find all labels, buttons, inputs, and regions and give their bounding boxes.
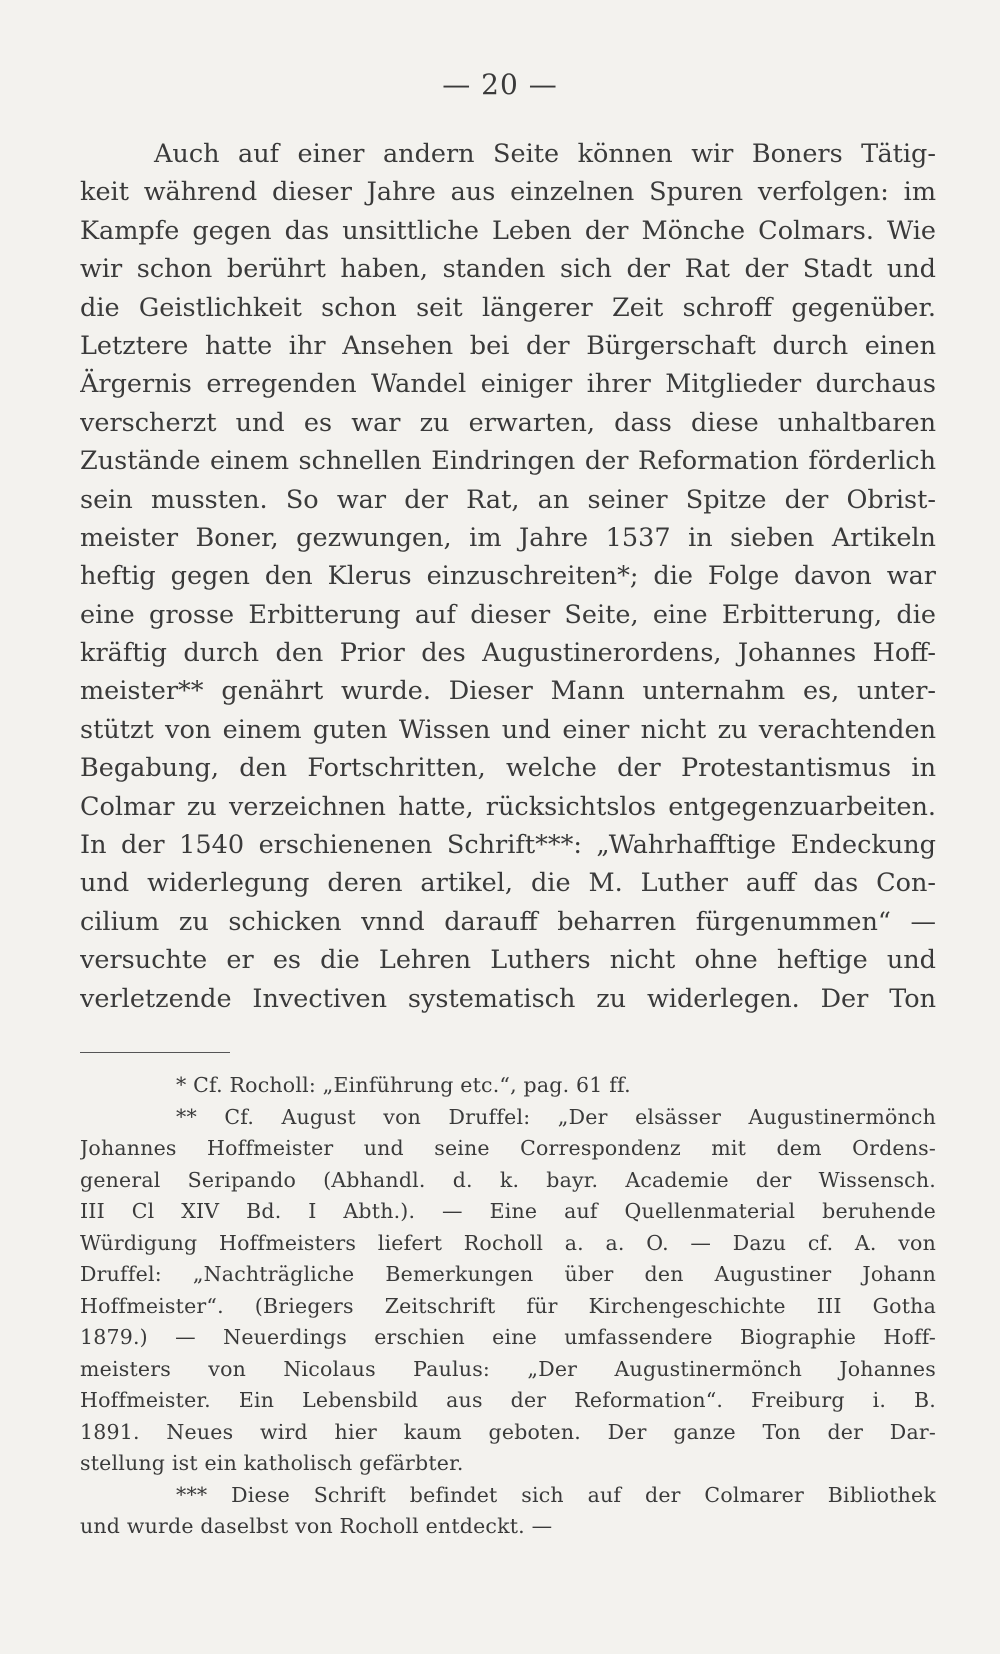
footnote-line: meisters von Nicolaus Paulus: „Der Augustinermönch Johannes	[80, 1356, 936, 1381]
main-text-block	[80, 135, 936, 1018]
text-line: kräftig durch den Prior des Augustinerordens, Johannes Hoff-	[80, 638, 936, 669]
text-line: Zustände einem schnellen Eindringen der Reformation förderlich	[80, 446, 936, 477]
text-line: die Geistlichkeit schon seit längerer Zeit schroff gegenüber.	[80, 292, 936, 323]
text-line: Ärgernis erregenden Wandel einiger ihrer Mitglieder durchaus	[80, 369, 936, 400]
text-line: cilium zu schicken vnnd darauff beharren fürgenummen“ —	[80, 906, 936, 937]
footnote-divider	[80, 1052, 230, 1053]
text-line: meister** genährt wurde. Dieser Mann unternahm es, unter-	[80, 676, 936, 707]
footnote-line: general Seripando (Abhandl. d. k. bayr. Academie der Wissensch.	[80, 1167, 936, 1192]
footnote-line: * Cf. Rocholl: „Einführung etc.“, pag. 61 ff.	[176, 1073, 631, 1097]
footnote-line: und wurde daselbst von Rocholl entdeckt. —	[80, 1514, 553, 1538]
footnote-line: stellung ist ein katholisch gefärbter.	[80, 1451, 464, 1475]
text-line: Auch auf einer andern Seite können wir Boners Tätig-	[154, 139, 936, 169]
footnote-line: III Cl XIV Bd. I Abth.). — Eine auf Quellenmaterial beruhende	[80, 1199, 936, 1223]
text-line: und widerlegung deren artikel, die M. Luther auff das Con-	[80, 868, 936, 899]
footnote-line: Druffel: „Nachträgliche Bemerkungen über den Augustiner Johann	[80, 1262, 936, 1286]
text-line: Letztere hatte ihr Ansehen bei der Bürgerschaft durch einen	[80, 330, 936, 361]
text-line: versuchte er es die Lehren Luthers nicht ohne heftige und	[80, 945, 936, 976]
text-line: wir schon berührt haben, standen sich der Rat der Stadt und	[80, 254, 936, 285]
text-line: verletzende Invectiven systematisch zu widerlegen. Der Ton	[80, 983, 936, 1014]
text-line: meister Boner, gezwungen, im Jahre 1537 in sieben Artikeln	[80, 522, 936, 553]
text-line: In der 1540 erschienenen Schrift***: „Wahrhafftige Endeckung	[80, 830, 936, 861]
footnote-line: Würdigung Hoffmeisters liefert Rocholl a. a. O. — Dazu cf. A. von	[80, 1230, 936, 1255]
footnotes-block	[80, 1070, 936, 1543]
footnote-line: Johannes Hoffmeister und seine Correspondenz mit dem Ordens-	[80, 1136, 936, 1160]
page-number: — 20 —	[442, 68, 558, 101]
text-line: Colmar zu verzeichnen hatte, rücksichtslos entgegenzuarbeiten.	[80, 791, 936, 822]
text-line: keit während dieser Jahre aus einzelnen Spuren verfolgen: im	[80, 177, 936, 208]
text-line: Kampfe gegen das unsittliche Leben der Mönche Colmars. Wie	[80, 215, 936, 246]
footnote-line: ** Cf. August von Druffel: „Der elsässer Augustinermönch	[176, 1104, 936, 1129]
text-line: verscherzt und es war zu erwarten, dass diese unhaltbaren	[80, 407, 936, 438]
footnote-line: 1891. Neues wird hier kaum geboten. Der ganze Ton der Dar-	[80, 1419, 936, 1444]
footnote-line: 1879.) — Neuerdings erschien eine umfassendere Biographie Hoff-	[80, 1325, 936, 1349]
footnote-line: Hoffmeister“. (Briegers Zeitschrift für Kirchengeschichte III Gotha	[80, 1293, 936, 1318]
footnote-line: Hoffmeister. Ein Lebensbild aus der Reformation“. Freiburg i. B.	[80, 1388, 936, 1412]
text-line: sein mussten. So war der Rat, an seiner Spitze der Obrist-	[80, 484, 936, 515]
text-line: heftig gegen den Klerus einzuschreiten*; die Folge davon war	[80, 561, 936, 592]
text-line: eine grosse Erbitterung auf dieser Seite, eine Erbitterung, die	[80, 599, 936, 630]
text-line: stützt von einem guten Wissen und einer nicht zu verachtenden	[80, 714, 936, 745]
footnote-line: *** Diese Schrift befindet sich auf der Colmarer Bibliothek	[176, 1482, 936, 1507]
text-line: Begabung, den Fortschritten, welche der Protestantismus in	[80, 753, 936, 784]
